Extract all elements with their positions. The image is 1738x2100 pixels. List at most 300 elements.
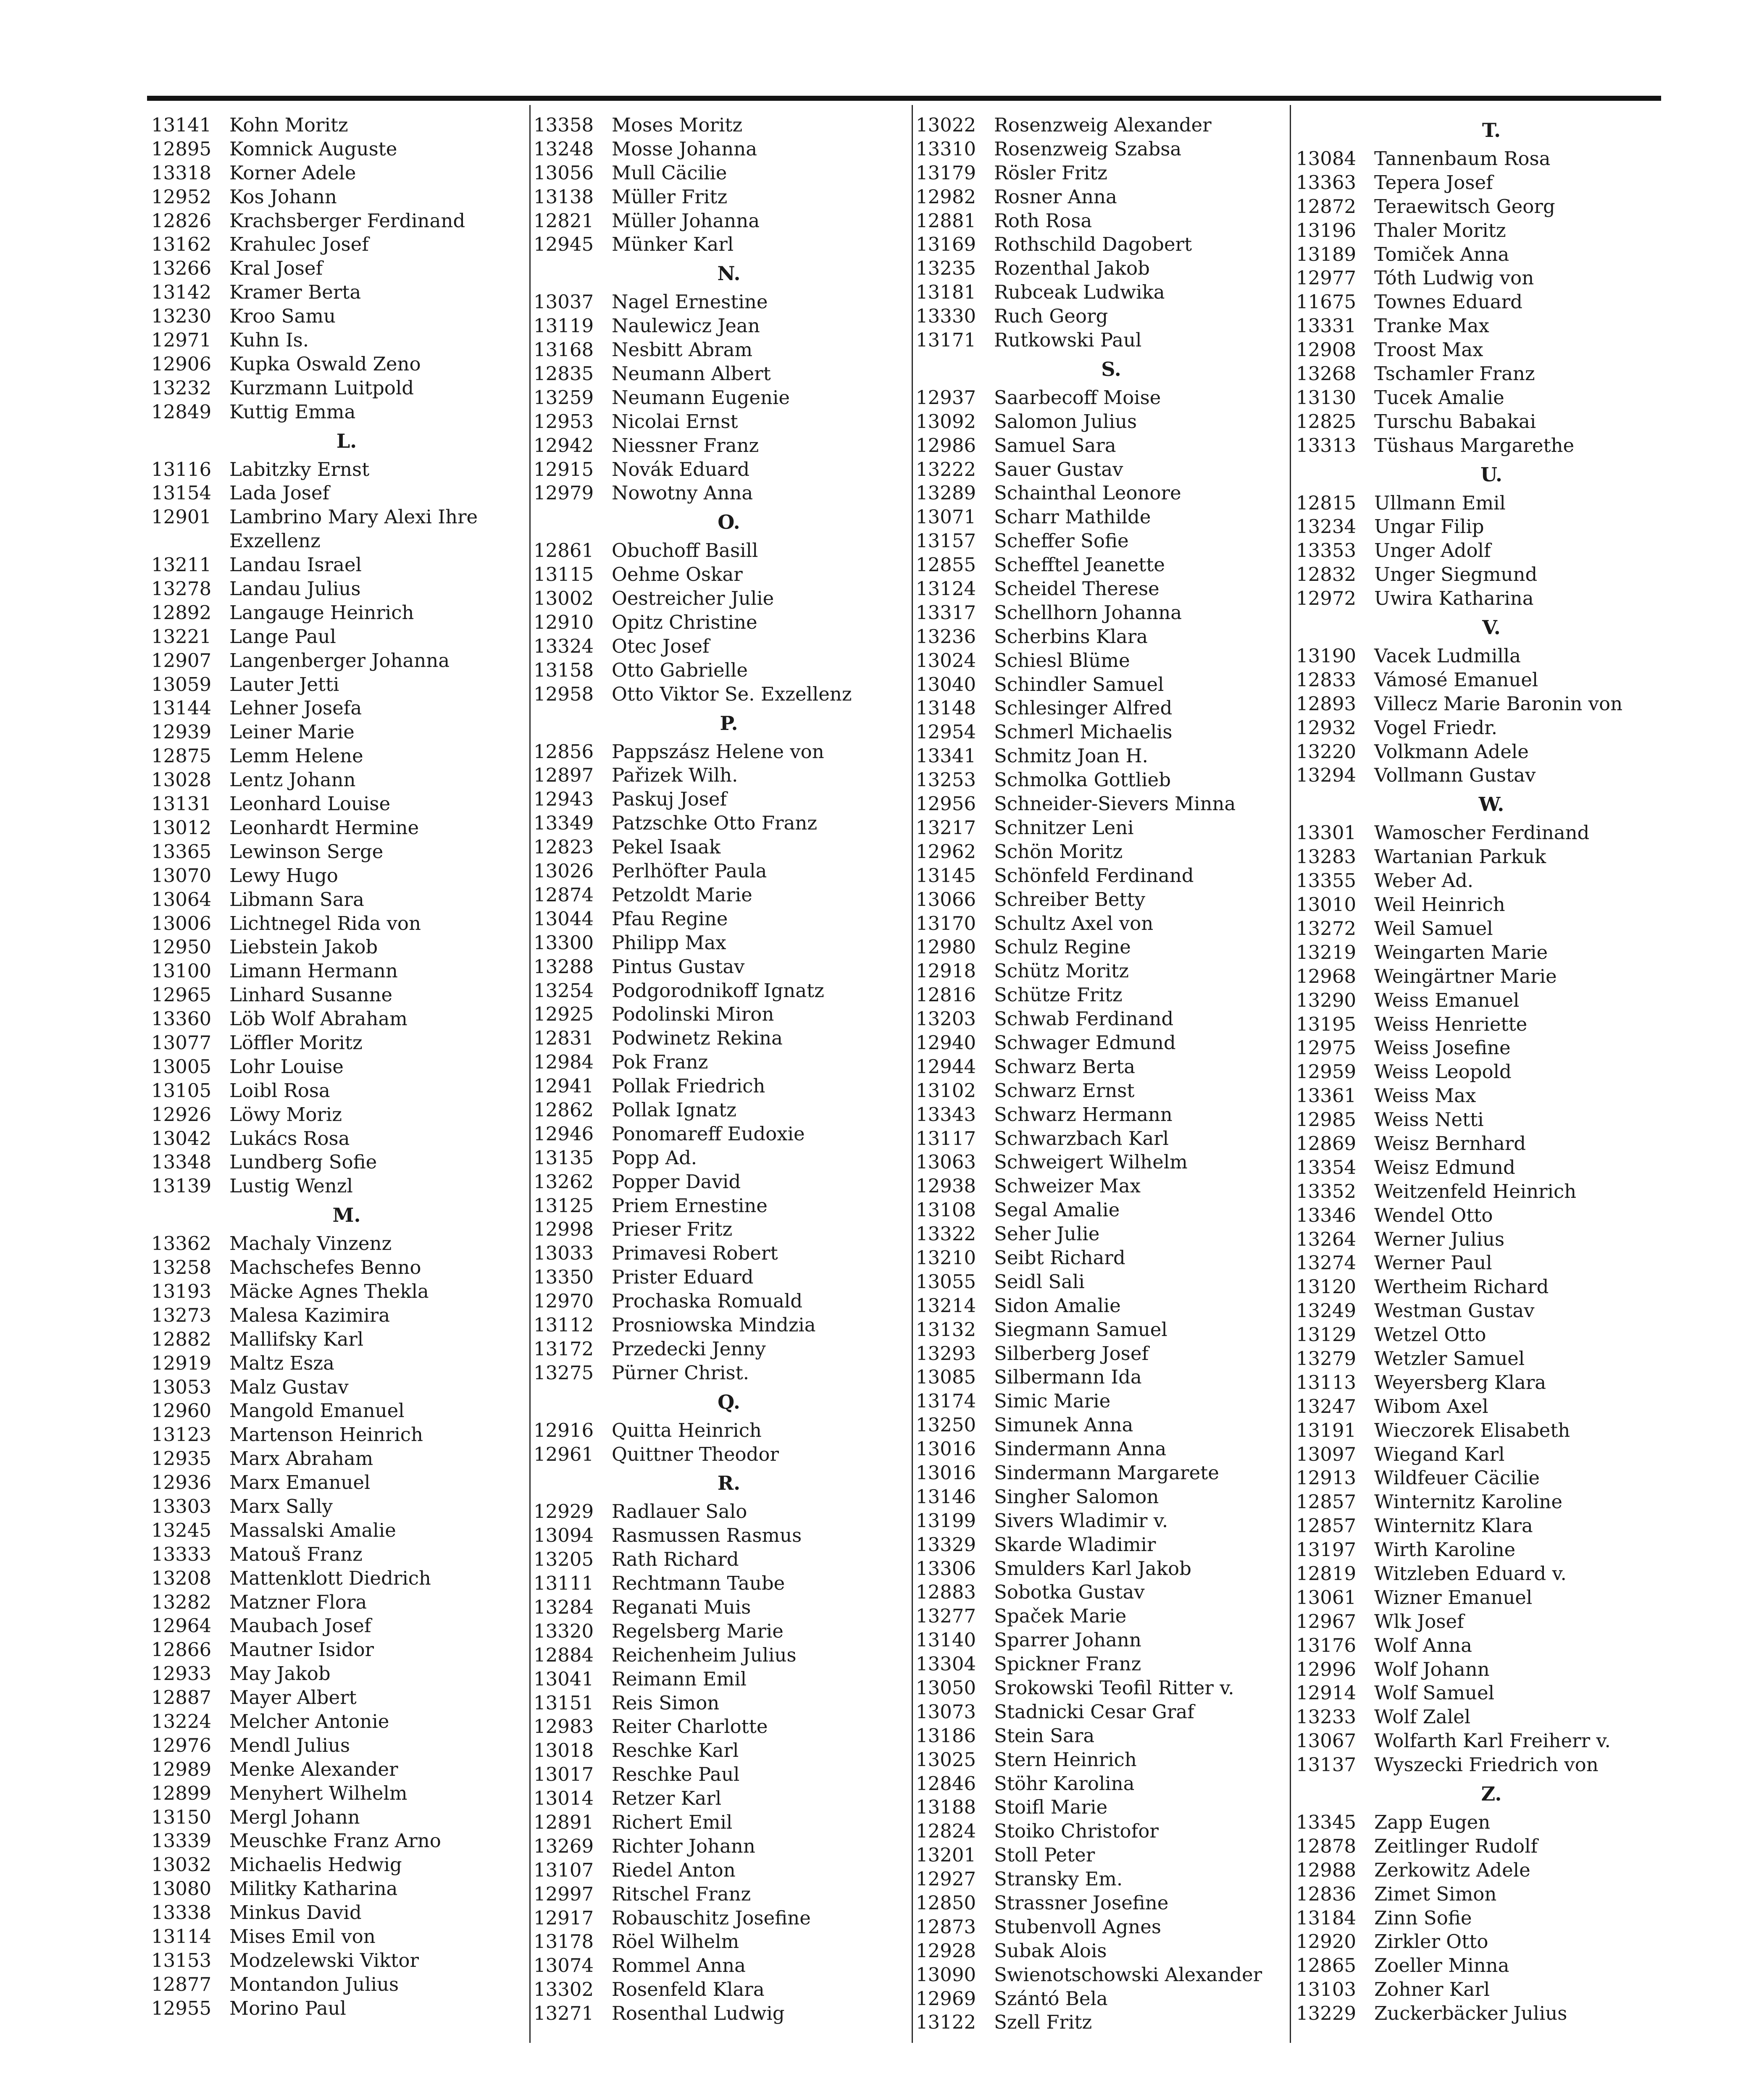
entry-name: Michaelis Hedwig <box>229 1853 402 1876</box>
entry-number: 13253 <box>916 769 976 791</box>
entry-name: Matouš Franz <box>229 1543 363 1565</box>
entry-name: Mosse Johanna <box>612 137 757 160</box>
column-3 <box>916 113 1307 2034</box>
list-item <box>151 1495 542 1519</box>
entry-number: 13352 <box>1296 1180 1357 1202</box>
section-letter: V. <box>1482 616 1501 639</box>
entry-name: Schmerl Michaelis <box>994 721 1173 743</box>
list-item <box>1296 1060 1687 1084</box>
entry-name: Neumann Eugenie <box>612 386 790 409</box>
entry-number: 13277 <box>916 1605 976 1628</box>
list-item <box>534 1835 924 1858</box>
entry-number: 12908 <box>1296 339 1357 361</box>
entry-name: Lada Josef <box>229 482 330 504</box>
list-item <box>1296 1811 1687 1835</box>
entry-number: 13201 <box>916 1844 976 1866</box>
entry-name: Münker Karl <box>612 233 734 256</box>
list-item <box>534 434 924 458</box>
list-item <box>1296 917 1687 941</box>
list-item <box>534 955 924 979</box>
column-2 <box>534 113 924 2026</box>
list-item <box>916 1079 1307 1103</box>
entry-name: Weber Ad. <box>1374 869 1474 892</box>
entry-name: Rosner Anna <box>994 185 1117 208</box>
entry-number: 13333 <box>151 1543 212 1565</box>
entry-number: 13317 <box>916 601 976 624</box>
entry-number: 13304 <box>916 1653 976 1675</box>
list-item <box>1296 1299 1687 1323</box>
entry-name: Wolf Johann <box>1374 1658 1490 1680</box>
entry-number: 13135 <box>534 1146 594 1169</box>
entry-name: Schön Moritz <box>994 840 1123 863</box>
entry-name: Schwarz Ernst <box>994 1079 1135 1102</box>
list-item <box>916 744 1307 768</box>
list-item <box>1296 314 1687 338</box>
entry-number: 13055 <box>916 1270 976 1293</box>
list-item <box>916 161 1307 185</box>
entry-number: 13172 <box>534 1337 594 1360</box>
list-item <box>1296 869 1687 893</box>
list-item <box>151 1399 542 1423</box>
entry-name: Schiesl Blüme <box>994 649 1130 672</box>
entry-number: 13178 <box>534 1930 594 1953</box>
entry-name: Lentz Johann <box>229 769 356 791</box>
section-letter: W. <box>1478 793 1504 816</box>
list-item <box>534 835 924 859</box>
list-item <box>916 983 1307 1007</box>
entry-number: 12892 <box>151 601 212 624</box>
entry-number: 13116 <box>151 458 212 480</box>
entry-name: Simunek Anna <box>994 1414 1133 1436</box>
list-item <box>1296 1514 1687 1538</box>
list-item <box>916 1055 1307 1079</box>
list-item <box>916 1198 1307 1222</box>
list-item <box>151 1567 542 1591</box>
list-item <box>151 1758 542 1782</box>
entry-name: Podgorodnikoff Ignatz <box>612 979 824 1002</box>
entry-name: Weiss Emanuel <box>1374 989 1520 1011</box>
entry-name: Westman Gustav <box>1374 1299 1535 1322</box>
list-item <box>1296 1586 1687 1610</box>
entry-name: Srokowski Teofil Ritter v. <box>994 1677 1234 1699</box>
list-item <box>1296 434 1687 458</box>
entry-number: 13014 <box>534 1787 594 1810</box>
list-item <box>1296 1835 1687 1858</box>
entry-number: 12940 <box>916 1031 976 1054</box>
list-item <box>151 625 542 649</box>
list-item <box>151 1352 542 1376</box>
list-item <box>1296 1753 1687 1777</box>
list-item <box>1296 1228 1687 1252</box>
list-item <box>916 1963 1307 1987</box>
list-item <box>916 1174 1307 1198</box>
entry-name: Marx Sally <box>229 1495 333 1517</box>
list-item <box>534 314 924 338</box>
list-item <box>916 1700 1307 1724</box>
entry-name: Reschke Karl <box>612 1739 739 1762</box>
section-letter: Z. <box>1481 1782 1502 1805</box>
entry-number: 12819 <box>1296 1562 1357 1585</box>
column-divider <box>1290 105 1291 2043</box>
entry-name: Mull Cäcilie <box>612 161 727 184</box>
entry-number: 13197 <box>1296 1538 1357 1561</box>
entry-name: Schellhorn Johanna <box>994 601 1182 624</box>
entry-number: 12984 <box>534 1051 594 1074</box>
entry-name: Sobotka Gustav <box>994 1581 1145 1604</box>
list-item <box>1296 219 1687 243</box>
entry-name: Witzleben Eduard v. <box>1374 1562 1567 1585</box>
entry-name: Wizner Emanuel <box>1374 1586 1533 1609</box>
list-item <box>534 883 924 907</box>
entry-name: Patzschke Otto Franz <box>612 812 818 835</box>
entry-number: 13278 <box>151 578 212 600</box>
list-item <box>916 888 1307 912</box>
entry-name: Mattenklott Diedrich <box>229 1567 431 1589</box>
entry-number: 13174 <box>916 1390 976 1412</box>
entry-name: Niessner Franz <box>612 434 759 457</box>
list-item <box>916 2011 1307 2034</box>
entry-name: Pfau Regine <box>612 907 728 930</box>
entry-name: Teraewitsch Georg <box>1374 195 1555 218</box>
entry-name: Rosenzweig Szabsa <box>994 137 1182 160</box>
list-item <box>916 1127 1307 1151</box>
entry-number: 13219 <box>1296 941 1357 963</box>
entry-name: Lundberg Sofie <box>229 1151 377 1173</box>
entry-number: 13044 <box>534 907 594 930</box>
entry-number: 12878 <box>1296 1835 1357 1857</box>
list-item <box>916 209 1307 233</box>
entry-number: 13220 <box>1296 740 1357 763</box>
entry-number: 12910 <box>534 611 594 634</box>
list-item <box>151 1853 542 1877</box>
list-item <box>534 338 924 362</box>
list-item <box>534 1906 924 1930</box>
entry-number: 13142 <box>151 281 212 304</box>
entry-name: Müller Fritz <box>612 185 728 208</box>
entry-number: 13120 <box>1296 1276 1357 1298</box>
entry-name: Kuttig Emma <box>229 400 356 423</box>
entry-name: Zerkowitz Adele <box>1374 1858 1530 1881</box>
entry-name: Zeitlinger Rudolf <box>1374 1835 1538 1857</box>
entry-name: Weiss Netti <box>1374 1108 1484 1131</box>
entry-number: 12933 <box>151 1662 212 1685</box>
entry-name: Sauer Gustav <box>994 458 1123 480</box>
list-item <box>1296 587 1687 611</box>
entry-name: Zuckerbäcker Julius <box>1374 2002 1567 2025</box>
entry-number: 12883 <box>916 1581 976 1604</box>
entry-number: 12920 <box>1296 1930 1357 1953</box>
entry-name: Zapp Eugen <box>1374 1811 1491 1833</box>
entry-name: Weiss Josefine <box>1374 1037 1511 1059</box>
list-item <box>916 434 1307 458</box>
entry-name: Winternitz Klara <box>1374 1515 1533 1537</box>
entry-number: 12861 <box>534 539 594 562</box>
entry-number: 12953 <box>534 410 594 433</box>
list-item <box>1296 1395 1687 1419</box>
entry-name: Kramer Berta <box>229 281 361 304</box>
entry-number: 13132 <box>916 1318 976 1341</box>
entry-number: 11675 <box>1296 291 1357 313</box>
entry-name: Pappszász Helene von <box>612 740 824 763</box>
entry-number: 13186 <box>916 1724 976 1747</box>
entry-number: 12944 <box>916 1055 976 1078</box>
section-letter: P. <box>720 711 738 735</box>
entry-number: 13077 <box>151 1031 212 1054</box>
entry-name: Melcher Antonie <box>229 1710 389 1732</box>
entry-number: 13012 <box>151 816 212 839</box>
entry-number: 12970 <box>534 1290 594 1312</box>
list-item <box>1296 515 1687 539</box>
entry-name: Weisz Edmund <box>1374 1156 1515 1179</box>
list-item <box>916 529 1307 553</box>
section-letter: R. <box>717 1472 741 1495</box>
entry-number: 13102 <box>916 1079 976 1102</box>
entry-name: Otec Josef <box>612 635 710 657</box>
list-item <box>534 209 924 233</box>
entry-number: 13028 <box>151 769 212 791</box>
entry-name: Langauge Heinrich <box>229 601 414 624</box>
entry-name: Ritschel Franz <box>612 1882 751 1905</box>
entry-number: 12985 <box>1296 1108 1357 1131</box>
list-item <box>534 1074 924 1098</box>
entry-number: 12925 <box>534 1003 594 1026</box>
list-item <box>1296 1419 1687 1443</box>
entry-name: Libmann Sara <box>229 888 364 911</box>
section-letter: T. <box>1482 119 1501 142</box>
entry-name: Wamoscher Ferdinand <box>1374 822 1590 844</box>
list-item <box>151 376 542 400</box>
list-item <box>534 185 924 209</box>
list-item <box>534 563 924 587</box>
entry-number: 13129 <box>1296 1323 1357 1346</box>
entry-name: Schindler Samuel <box>994 673 1164 696</box>
list-item <box>534 1500 924 1524</box>
entry-name: Thaler Moritz <box>1374 219 1506 242</box>
entry-name: Morino Paul <box>229 1997 346 2019</box>
entry-name: Limann Hermann <box>229 960 398 982</box>
entry-name: Volkmann Adele <box>1374 740 1529 763</box>
entry-name: Langenberger Johanna <box>229 649 450 672</box>
list-item <box>151 185 542 209</box>
list-item <box>151 1280 542 1304</box>
list-item <box>1296 1084 1687 1108</box>
list-item <box>1296 692 1687 716</box>
entry-name: Montandon Julius <box>229 1973 399 1995</box>
list-item <box>916 1628 1307 1652</box>
list-item <box>151 529 542 553</box>
list-item <box>916 840 1307 864</box>
list-item <box>916 1676 1307 1700</box>
entry-number: 12965 <box>151 984 212 1006</box>
entry-name: Kohn Moritz <box>229 114 348 136</box>
entry-name: Nicolai Ernst <box>612 410 738 433</box>
list-item <box>1296 410 1687 434</box>
list-item <box>151 1949 542 1973</box>
entry-number: 13145 <box>916 864 976 887</box>
entry-number: 12821 <box>534 209 594 232</box>
list-item <box>916 1365 1307 1389</box>
entry-number: 13193 <box>151 1280 212 1302</box>
entry-number: 13224 <box>151 1710 212 1732</box>
entry-name: Samuel Sara <box>994 434 1116 457</box>
entry-number: 13005 <box>151 1055 212 1078</box>
entry-number: 13282 <box>151 1591 212 1613</box>
entry-name: Singher Salomon <box>994 1485 1159 1508</box>
list-item <box>151 673 542 697</box>
list-item <box>534 539 924 563</box>
list-item <box>151 935 542 959</box>
entry-name: Primavesi Robert <box>612 1242 778 1265</box>
list-item <box>916 649 1307 673</box>
entry-number: 13006 <box>151 912 212 934</box>
entry-name: Wetzel Otto <box>1374 1323 1486 1346</box>
list-item <box>151 1614 542 1638</box>
entry-number: 12850 <box>916 1892 976 1914</box>
entry-name: Prochaska Romuald <box>612 1290 803 1312</box>
entry-number: 12938 <box>916 1175 976 1197</box>
entry-name: Lange Paul <box>229 625 336 648</box>
entry-number: 13330 <box>916 305 976 328</box>
entry-name: Minkus David <box>229 1901 362 1924</box>
list-item <box>151 209 542 233</box>
list-item <box>151 649 542 673</box>
list-item <box>534 1361 924 1385</box>
list-item <box>534 458 924 482</box>
entry-number: 13017 <box>534 1763 594 1786</box>
entry-number: 13269 <box>534 1835 594 1857</box>
entry-number: 13168 <box>534 339 594 361</box>
entry-number: 13360 <box>151 1008 212 1030</box>
entry-number: 13191 <box>1296 1419 1357 1441</box>
entry-name: Retzer Karl <box>612 1787 722 1810</box>
entry-number: 13097 <box>1296 1443 1357 1465</box>
entry-name: Prieser Fritz <box>612 1218 733 1241</box>
entry-name: Robauschitz Josefine <box>612 1906 811 1929</box>
list-item <box>151 1997 542 2021</box>
entry-number: 13085 <box>916 1366 976 1389</box>
list-item <box>916 1796 1307 1819</box>
entry-number: 12884 <box>534 1643 594 1666</box>
entry-name: Wolfarth Karl Freiherr v. <box>1374 1730 1611 1752</box>
list-item <box>1296 1204 1687 1228</box>
entry-name: Rath Richard <box>612 1548 739 1571</box>
list-item <box>1296 386 1687 410</box>
list-item <box>151 328 542 352</box>
entry-number: 12996 <box>1296 1658 1357 1680</box>
section-letter: L. <box>336 429 357 452</box>
list-item <box>1296 171 1687 195</box>
list-item <box>1296 989 1687 1013</box>
list-item <box>151 792 542 816</box>
entry-number: 13313 <box>1296 434 1357 457</box>
list-item <box>916 1939 1307 1963</box>
list-item <box>1296 845 1687 869</box>
list-item <box>916 1987 1307 2011</box>
entry-name: Obuchoff Basill <box>612 539 758 562</box>
entry-number: 13290 <box>1296 989 1357 1011</box>
entry-number: 13154 <box>151 482 212 504</box>
list-item <box>916 1509 1307 1533</box>
entry-number: 13073 <box>916 1700 976 1723</box>
list-item <box>1296 965 1687 989</box>
entry-name: Zirkler Otto <box>1374 1930 1488 1953</box>
entry-name: Kupka Oswald Zeno <box>229 352 421 375</box>
entry-number: 13189 <box>1296 243 1357 265</box>
list-item <box>534 1050 924 1074</box>
entry-name: Winternitz Karoline <box>1374 1491 1562 1513</box>
list-item <box>916 792 1307 816</box>
list-item <box>1296 1729 1687 1753</box>
entry-number: 13293 <box>916 1342 976 1365</box>
list-item <box>534 1170 924 1194</box>
entry-name: Weiss Leopold <box>1374 1060 1512 1083</box>
entry-name: Lewy Hugo <box>229 864 338 887</box>
entry-number: 12941 <box>534 1075 594 1097</box>
list-item <box>151 1423 542 1447</box>
entry-name: Stöhr Karolina <box>994 1772 1135 1795</box>
entry-number: 12831 <box>534 1027 594 1050</box>
entry-name: Wolf Anna <box>1374 1634 1472 1656</box>
entry-name: Spaček Marie <box>994 1605 1127 1628</box>
entry-number: 12914 <box>1296 1682 1357 1704</box>
entry-name: Maltz Esza <box>229 1352 334 1374</box>
list-item <box>916 1485 1307 1509</box>
entry-number: 13221 <box>151 625 212 648</box>
entry-number: 13271 <box>534 2002 594 2025</box>
list-item <box>916 553 1307 577</box>
entry-name: Marx Abraham <box>229 1447 373 1470</box>
list-item <box>1296 1658 1687 1682</box>
entry-name: Zoeller Minna <box>1374 1954 1509 1977</box>
list-item <box>534 1265 924 1289</box>
list-item <box>916 959 1307 983</box>
entry-name: Mergl Johann <box>229 1806 360 1828</box>
list-item <box>534 137 924 161</box>
entry-number: 13140 <box>916 1629 976 1651</box>
list-item <box>916 625 1307 649</box>
entry-name: Modzelewski Viktor <box>229 1949 419 1971</box>
list-item <box>534 161 924 185</box>
entry-number: 13092 <box>916 410 976 433</box>
list-item <box>916 1031 1307 1055</box>
entry-name: Vacek Ludmilla <box>1374 645 1521 667</box>
entry-name: Reganati Muis <box>612 1596 751 1618</box>
entry-number: 12874 <box>534 883 594 906</box>
entry-number: 13211 <box>151 554 212 576</box>
list-item <box>1296 563 1687 587</box>
entry-number: 13331 <box>1296 315 1357 337</box>
list-item <box>151 959 542 983</box>
entry-name: Sidon Amalie <box>994 1294 1121 1317</box>
list-item <box>151 1304 542 1328</box>
entry-number: 12982 <box>916 185 976 208</box>
entry-name: Schmitz Joan H. <box>994 745 1148 767</box>
list-item <box>151 1447 542 1471</box>
entry-name: Wetzler Samuel <box>1374 1347 1525 1370</box>
entry-name: Quittner Theodor <box>612 1443 779 1465</box>
list-item <box>1296 1538 1687 1562</box>
entry-number: 13130 <box>1296 386 1357 409</box>
entry-number: 13144 <box>151 697 212 719</box>
entry-name: Schainthal Leonore <box>994 482 1181 504</box>
entry-number: 13151 <box>534 1691 594 1714</box>
entry-name: Reiter Charlotte <box>612 1715 768 1738</box>
list-item <box>534 1548 924 1572</box>
entry-number: 12849 <box>151 400 212 423</box>
entry-number: 13362 <box>151 1232 212 1255</box>
entry-name: Lukács Rosa <box>229 1127 350 1150</box>
column-1 <box>151 113 542 2021</box>
